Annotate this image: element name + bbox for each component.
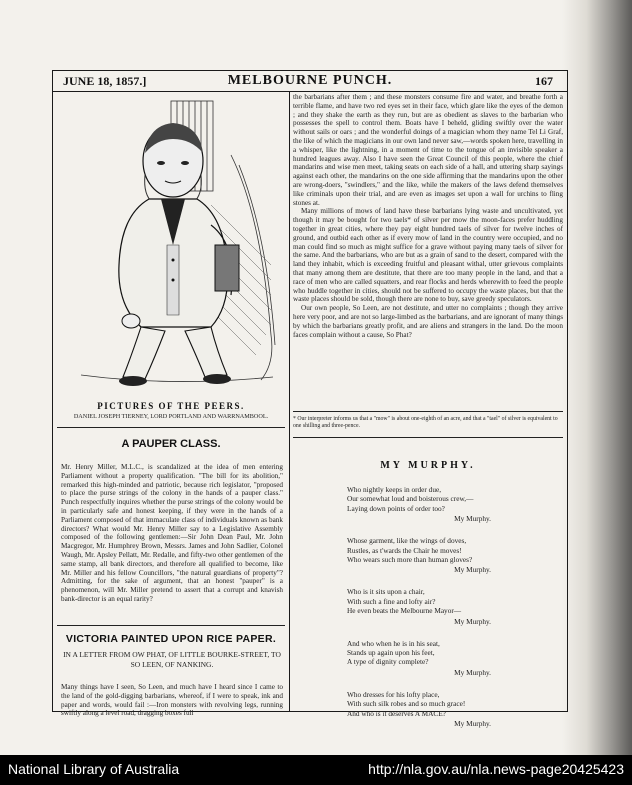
publication-title: MELBOURNE PUNCH. xyxy=(227,73,393,88)
viewer-footer xyxy=(0,755,632,785)
victoria-body-text: Many things have I seen, So Leen, and much have I heard since I came to the land of the gold-digging barbarians, whereof, if I were to speak, ink and paper and words, would fail :—Iron monsters with revolving legs, running swiftly along a level road, dragging boxes full xyxy=(61,683,283,718)
victoria-subheading: IN A LETTER FROM OW PHAT, OF LITTLE BOURKE-STREET, TO SO LEEN, OF NANKING. xyxy=(63,650,281,669)
murphy-heading: MY MURPHY. xyxy=(380,460,476,471)
murphy-poem xyxy=(347,485,547,741)
issue-date: JUNE 18, 1857.] xyxy=(63,74,147,88)
cartoon-caption-subtitle: DANIEL JOSEPH TIERNEY, LORD PORTLAND AND WARRNAMBOOL. xyxy=(73,413,269,420)
pauper-heading: A PAUPER CLASS. xyxy=(121,438,221,450)
poem-line: Stands up again upon his feet, xyxy=(347,648,435,658)
poem-line: Laying down points of order too? xyxy=(347,503,445,513)
footnote: * Our interpreter informs us that a "mow" is about one-eighth of an acre, and that a "tael" of silver is equivalent to one shilling and three-pence. xyxy=(293,416,558,429)
poem-refrain: My Murphy. xyxy=(454,514,491,524)
victoria-article xyxy=(61,683,283,718)
poem-line: And who is it deserves A MACE? xyxy=(347,708,446,718)
column-divider xyxy=(289,91,290,711)
victoria-heading: VICTORIA PAINTED UPON RICE PAPER. xyxy=(65,633,277,645)
poem-refrain: My Murphy. xyxy=(454,565,491,575)
poem-refrain: My Murphy. xyxy=(454,616,491,626)
continued-paragraph-3: Our own people, So Leen, are not destitute, and utter no complaints ; though they arrive here very poor, and are not so large-limbed as the barbarians, and are ignorant of many things by which the barbarians greatly profit, and are aliens and strangers in the land. Do the moon faces complain without a cause, So Phat? xyxy=(293,304,563,339)
poem-stanza xyxy=(347,536,547,576)
poem-line: Who nightly keeps in order due, xyxy=(347,485,442,494)
poem-stanza xyxy=(347,587,547,627)
poem-line: Who is it sits upon a chair, xyxy=(347,587,425,597)
page-url-link[interactable]: http://nla.gov.au/nla.news-page20425423 xyxy=(368,761,624,777)
section-rule xyxy=(57,625,285,626)
poem-refrain: My Murphy. xyxy=(454,719,491,729)
poem-refrain: My Murphy. xyxy=(454,667,491,677)
continued-paragraph-1: the barbarians after them ; and these monsters consume fire and water, and breathe forth a terrible flame, and have two red eyes set in their face, which glare like the eyes of the demon ; and they shake the earth as they run, but are as obedient as slaves to the barbarian who possesses the spell to control them. Boats have I beheld, gliding swiftly over the water without sails or oars ; and the wonderful doings of a magician whom they name Tel Li Graf, the like of which the magicians in our own land never saw,—words spoken here, travelling in a whisper, like the lightning, in a moment of time to the tongue of an invisible speaker a hundred leagues away. Also I have seen the Great Council of this people, where the chief mandarins and wise men meet, taking seats on each side of a hall, and uttering sharp sayings against each other, the mandarins on the one side affirming that the mandarins upon the other are wrong-doers, "swindlers," and the like, while the makers of the laws defend themselves like criminals upon their trial, and are even as images set upon a wall for urchins to fling stones at. xyxy=(293,93,563,207)
poem-line: Who wears such more than human gloves? xyxy=(347,555,473,565)
poem-line: And who when he is in his seat, xyxy=(347,638,440,648)
page-frame xyxy=(52,70,568,729)
footnote-rule xyxy=(293,411,563,412)
poem-stanza xyxy=(347,485,547,525)
victoria-article-continued xyxy=(293,93,563,339)
library-credit: National Library of Australia xyxy=(8,761,180,777)
poem-line: With such a fine and lofty air? xyxy=(347,596,436,606)
page-edge-shadow xyxy=(562,0,632,755)
pauper-body-text: Mr. Henry Miller, M.L.C., is scandalized at the idea of men entering Parliament without a property qualification. "The bill for its abolition," remarked this high-minded and patriotic, because rich legislator, "proposed to place the purse strings of the colony in the hands of a pauper class." Punch respectfully inquires whether the purse strings of the colony would be in particularly safe and honest keeping, if they were in the hands of a Parliament composed of that immaculate class of individuals known as bank directors? What would Mr. Henry Miller say to a Legislative Assembly composed of the following gentlemen:—Sir John Dean Paul, Mr. John Macgregor, Mr. Humphrey Brown, Messrs. James and John Sadlier, Colonel Waugh, Mr. Apsley Pellatt, Mr. Redalle, and fifty-two other gentlemen of the same stamp, all bank directors, and therefore all qualified to become, like Mr. Miller and his fellow Councillors, "the natural guardians of property"? Admitting, for the sake of argument, that an honest "pauper" is a phenomenon, will Mr. Miller pretend to assert that a corrupt and knavish bank-director is an equal rarity? xyxy=(61,463,283,603)
poem-line: Who dresses for his lofty place, xyxy=(347,689,440,699)
poem-line: With such silk robes and so much grace! xyxy=(347,699,466,709)
poem-line: A type of dignity complete? xyxy=(347,657,429,667)
poem-line: Whose garment, like the wings of doves, xyxy=(347,536,467,546)
page-number: 167 xyxy=(535,74,553,88)
poem-line: Rustles, as t'wards the Chair he moves! xyxy=(347,545,462,555)
masthead xyxy=(53,71,567,92)
poem-line: He even beats the Melbourne Mayor— xyxy=(347,606,462,616)
cartoon-illustration xyxy=(61,95,285,395)
pauper-article xyxy=(61,463,283,604)
section-rule xyxy=(293,437,563,438)
poem-stanza xyxy=(347,639,547,679)
poem-stanza xyxy=(347,690,547,730)
cartoon-caption-title: PICTURES OF THE PEERS. xyxy=(97,401,245,411)
continued-paragraph-2: Many millions of mows of land have these barbarians lying waste and uncultivated, yet though it may be bought for two taels* of silver per mow the moon-faces prefer huddling together in great cities, where they pay eight hundred taels of silver for twelve inches of ground, and outbid each other as if every mow of land in the country were occupied, and no man could find so much as might suffice for a grave without paying many taels of silver for the same. And the barbarians, who are but as a grain of sand to the desert, compared with the land they inhabit, which is exceeding fruitful and pleasant withal, utter grievous complaints that many among them are destitute, that there are too many people in the land, and that a race of men who are called squatters, and rear flocks and herds wherewith to feed the people who huddle together in cities, should not be suffered to occupy the waste places, but that the waste places should be sold, though there are none to buy, save greedy speculators. xyxy=(293,207,563,304)
poem-line: Our somewhat loud and boisterous crew,— xyxy=(347,494,474,504)
section-rule xyxy=(57,427,285,428)
